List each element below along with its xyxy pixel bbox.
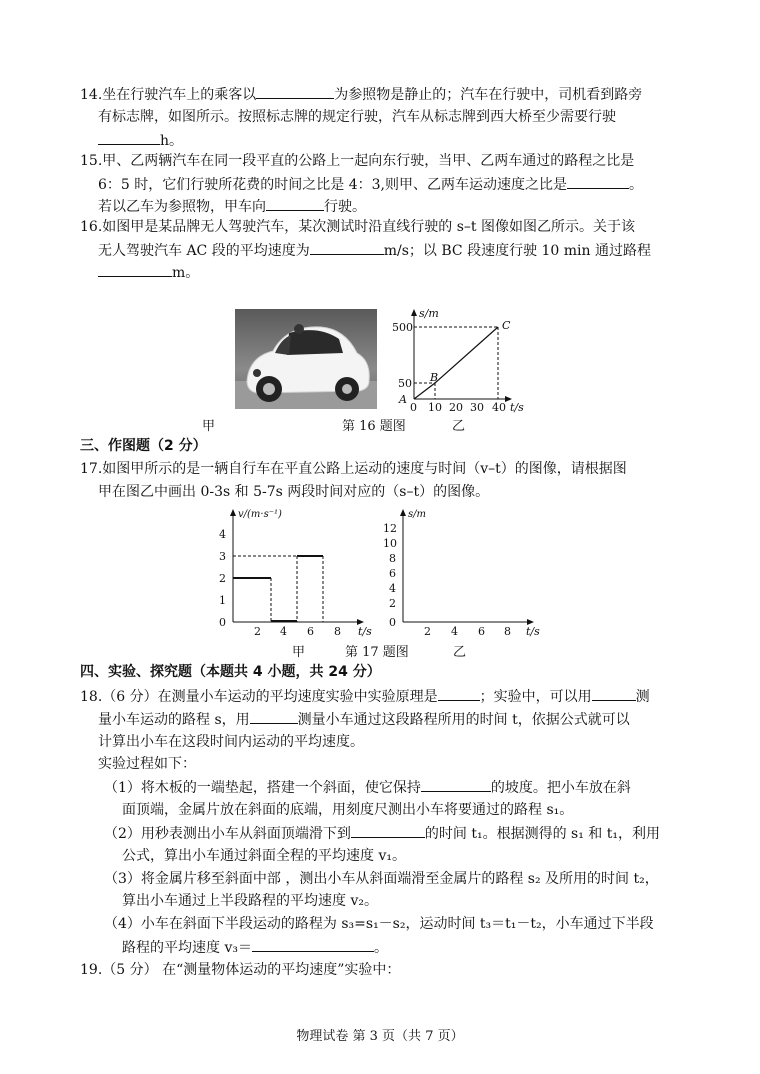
fig16-st-chart <box>392 305 532 415</box>
xlabel: t/s <box>526 625 540 638</box>
y-tick: 4 <box>219 528 226 541</box>
section3-title: 三、作图题（2 分） <box>80 438 207 454</box>
x-tick: 8 <box>334 625 341 638</box>
q14-text: 有标志牌，如图所示。按照标志牌的规定行驶，汽车从标志牌到西大桥至少需要行驶 <box>98 109 616 125</box>
answer-blank[interactable] <box>98 130 160 145</box>
q16-line1 <box>80 217 635 237</box>
q18-step3-cont <box>122 891 378 911</box>
ylabel: s/m <box>408 509 426 520</box>
q17-line2 <box>98 482 489 502</box>
y-tick: 3 <box>219 550 226 563</box>
q18-text: 18.（6 分）在测量小车运动的平均速度实验中实验原理是 <box>80 689 438 705</box>
q18-text: 算出小车通过上半段路程的平均速度 v₂。 <box>122 893 378 909</box>
answer-blank[interactable] <box>592 686 636 701</box>
q18-line2 <box>98 709 630 730</box>
y-tick: 50 <box>398 377 412 390</box>
y-tick: 6 <box>389 567 396 580</box>
x-tick: 6 <box>478 625 485 638</box>
q18-step2 <box>104 823 660 844</box>
answer-blank[interactable] <box>421 777 491 792</box>
x-tick: 4 <box>451 625 458 638</box>
x-tick: 10 <box>428 401 442 414</box>
answer-blank[interactable] <box>98 262 172 277</box>
q18-text: 的时间 t₁。根据测得的 s₁ 和 t₁，利用 <box>424 826 660 842</box>
q15-line1 <box>80 151 634 171</box>
ylabel: v/(m·s⁻¹) <box>238 509 282 520</box>
q18-text: （4）小车在斜面下半段运动的路程为 s₃=s₁－s₂，运动时间 t₃＝t₁－t₂，小车通过下半段 <box>104 916 654 932</box>
ylabel: s/m <box>419 307 439 320</box>
y-tick: 12 <box>383 522 397 535</box>
q17-text: 17.如图甲所示的是一辆自行车在平直公路上运动的速度与时间（v–t）的图像，请根据图 <box>80 461 627 477</box>
q18-text: 。 <box>373 940 388 956</box>
answer-blank[interactable] <box>438 686 480 701</box>
fig17-st-chart[interactable] <box>380 505 550 640</box>
fig16-yi-label: 乙 <box>452 419 466 434</box>
q16-text: m。 <box>172 265 200 281</box>
fig17-vt-chart <box>210 505 380 640</box>
q18-text: 测量小车通过这段路程所用的时间 t，依据公式就可以 <box>297 712 630 728</box>
q18-text: （3）将金属片移至斜面中部 ，测出小车从斜面端滑至金属片的路程 s₂ 及所用的时间 t₂， <box>104 871 659 887</box>
q16-text: 16.如图甲是某品牌无人驾驶汽车，某次测试时沿直线行驶的 s–t 图像如图乙所示。关于该 <box>80 219 635 235</box>
x-tick: 40 <box>492 401 506 414</box>
q14-line1 <box>80 84 642 105</box>
q16-line3 <box>98 262 199 283</box>
q15-text: 行驶。 <box>324 199 366 215</box>
q18-text: 的坡度。把小车放在斜 <box>490 780 631 796</box>
y-tick: 8 <box>389 552 396 565</box>
y-tick: 10 <box>383 537 397 550</box>
q18-text: 实验过程如下： <box>98 756 196 772</box>
q18-step2-cont <box>122 846 406 866</box>
xlabel: t/s <box>510 401 524 414</box>
answer-blank[interactable] <box>256 84 334 99</box>
x-tick: 6 <box>307 625 314 638</box>
q18-step4-cont <box>122 937 388 958</box>
q14-line2 <box>98 107 616 127</box>
point-label-a: A <box>399 393 407 406</box>
q18-text: 路程的平均速度 v₃＝ <box>122 940 252 956</box>
fig17-jia-label: 甲 <box>292 645 306 660</box>
fig16-jia-label: 甲 <box>202 419 216 434</box>
point-label-c: C <box>502 319 511 332</box>
q18-text: （2）用秒表测出小车从斜面顶端滑下到 <box>104 826 351 842</box>
y-tick: 4 <box>389 582 396 595</box>
y-axis-arrow <box>400 509 406 516</box>
point-label-b: B <box>430 371 439 384</box>
q18-text: 量小车运动的路程 s，用 <box>98 712 250 728</box>
car-photo <box>235 309 377 409</box>
xlabel: t/s <box>358 625 372 638</box>
q14-line3 <box>98 130 183 151</box>
q15-text: 15.甲、乙两辆汽车在同一段平直的公路上一起向东行驶，当甲、乙两车通过的路程之比是 <box>80 153 635 169</box>
q18-text: 测 <box>635 689 650 705</box>
fig17-caption: 第 17 题图 <box>345 645 409 660</box>
page-footer: 物理试卷 第 3 页（共 7 页） <box>296 1029 464 1044</box>
answer-blank[interactable] <box>310 240 384 255</box>
y-tick: 500 <box>392 321 413 334</box>
x-tick: 2 <box>424 625 431 638</box>
q14-text: 为参照物是静止的；汽车在行驶中，司机看到路旁 <box>334 87 643 103</box>
q15-text: 若以乙车为参照物，甲车向 <box>98 199 266 215</box>
q14-text: 14.坐在行驶汽车上的乘客以 <box>80 87 257 103</box>
x-tick: 2 <box>254 625 261 638</box>
q18-line3 <box>98 732 364 752</box>
y-tick: 0 <box>389 616 396 629</box>
q15-text: 。 <box>628 177 643 193</box>
q18-text: 公式，算出小车通过斜面全程的平均速度 v₁。 <box>122 848 406 864</box>
answer-blank[interactable] <box>351 823 425 838</box>
q17-text: 甲在图乙中画出 0-3s 和 5-7s 两段时间对应的（s–t）的图像。 <box>98 484 490 500</box>
q15-line3 <box>98 196 366 217</box>
q18-step4 <box>104 914 654 934</box>
q16-line2 <box>98 240 651 261</box>
fig17-yi-label: 乙 <box>453 645 467 660</box>
q14-text: h。 <box>160 133 184 149</box>
q16-text: 无人驾驶汽车 AC 段的平均速度为 <box>98 243 310 259</box>
x-tick: 20 <box>449 401 463 414</box>
q17-line1 <box>80 459 627 479</box>
q18-text: （1）将木板的一端垫起，搭建一个斜面，使它保持 <box>104 780 421 796</box>
y-tick: 0 <box>219 616 226 629</box>
q18-step3 <box>104 869 659 889</box>
y-tick: 1 <box>219 594 226 607</box>
fig16-caption: 第 16 题图 <box>342 419 406 434</box>
x-tick: 4 <box>280 625 287 638</box>
q18-line1 <box>80 686 650 707</box>
q19-text: 19.（5 分） 在“测量物体运动的平均速度”实验中： <box>80 962 401 978</box>
answer-blank[interactable] <box>250 709 298 724</box>
q19-line1 <box>80 960 400 980</box>
q15-line2 <box>98 174 643 195</box>
q16-text: m/s；以 BC 段速度行驶 10 min 通过路程 <box>383 243 652 259</box>
answer-blank[interactable] <box>252 937 374 952</box>
x-tick: 0 <box>410 401 417 414</box>
q18-text: 计算出小车在这段时间内运动的平均速度。 <box>98 734 364 750</box>
answer-blank[interactable] <box>266 196 324 211</box>
section4-title: 四、实验、探究题（本题共 4 小题，共 24 分） <box>80 664 381 680</box>
q15-text: 6：5 时，它们行驶所花费的时间之比是 4：3,则甲、乙两车运动速度之比是 <box>98 177 567 193</box>
y-tick: 2 <box>389 597 396 610</box>
q18-text: ；实验中，可以用 <box>479 689 592 705</box>
q18-text: 面顶端，金属片放在斜面的底端，用刻度尺测出小车将要通过的路程 s₁。 <box>122 802 574 818</box>
x-tick: 30 <box>470 401 484 414</box>
y-tick: 2 <box>219 572 226 585</box>
x-tick: 8 <box>504 625 511 638</box>
y-axis-arrow <box>411 309 417 316</box>
st-line <box>414 327 498 399</box>
q18-step1-cont <box>122 800 573 820</box>
q18-step1 <box>104 777 631 798</box>
y-axis-arrow <box>230 509 236 516</box>
answer-blank[interactable] <box>567 174 629 189</box>
q18-line4 <box>98 754 196 774</box>
